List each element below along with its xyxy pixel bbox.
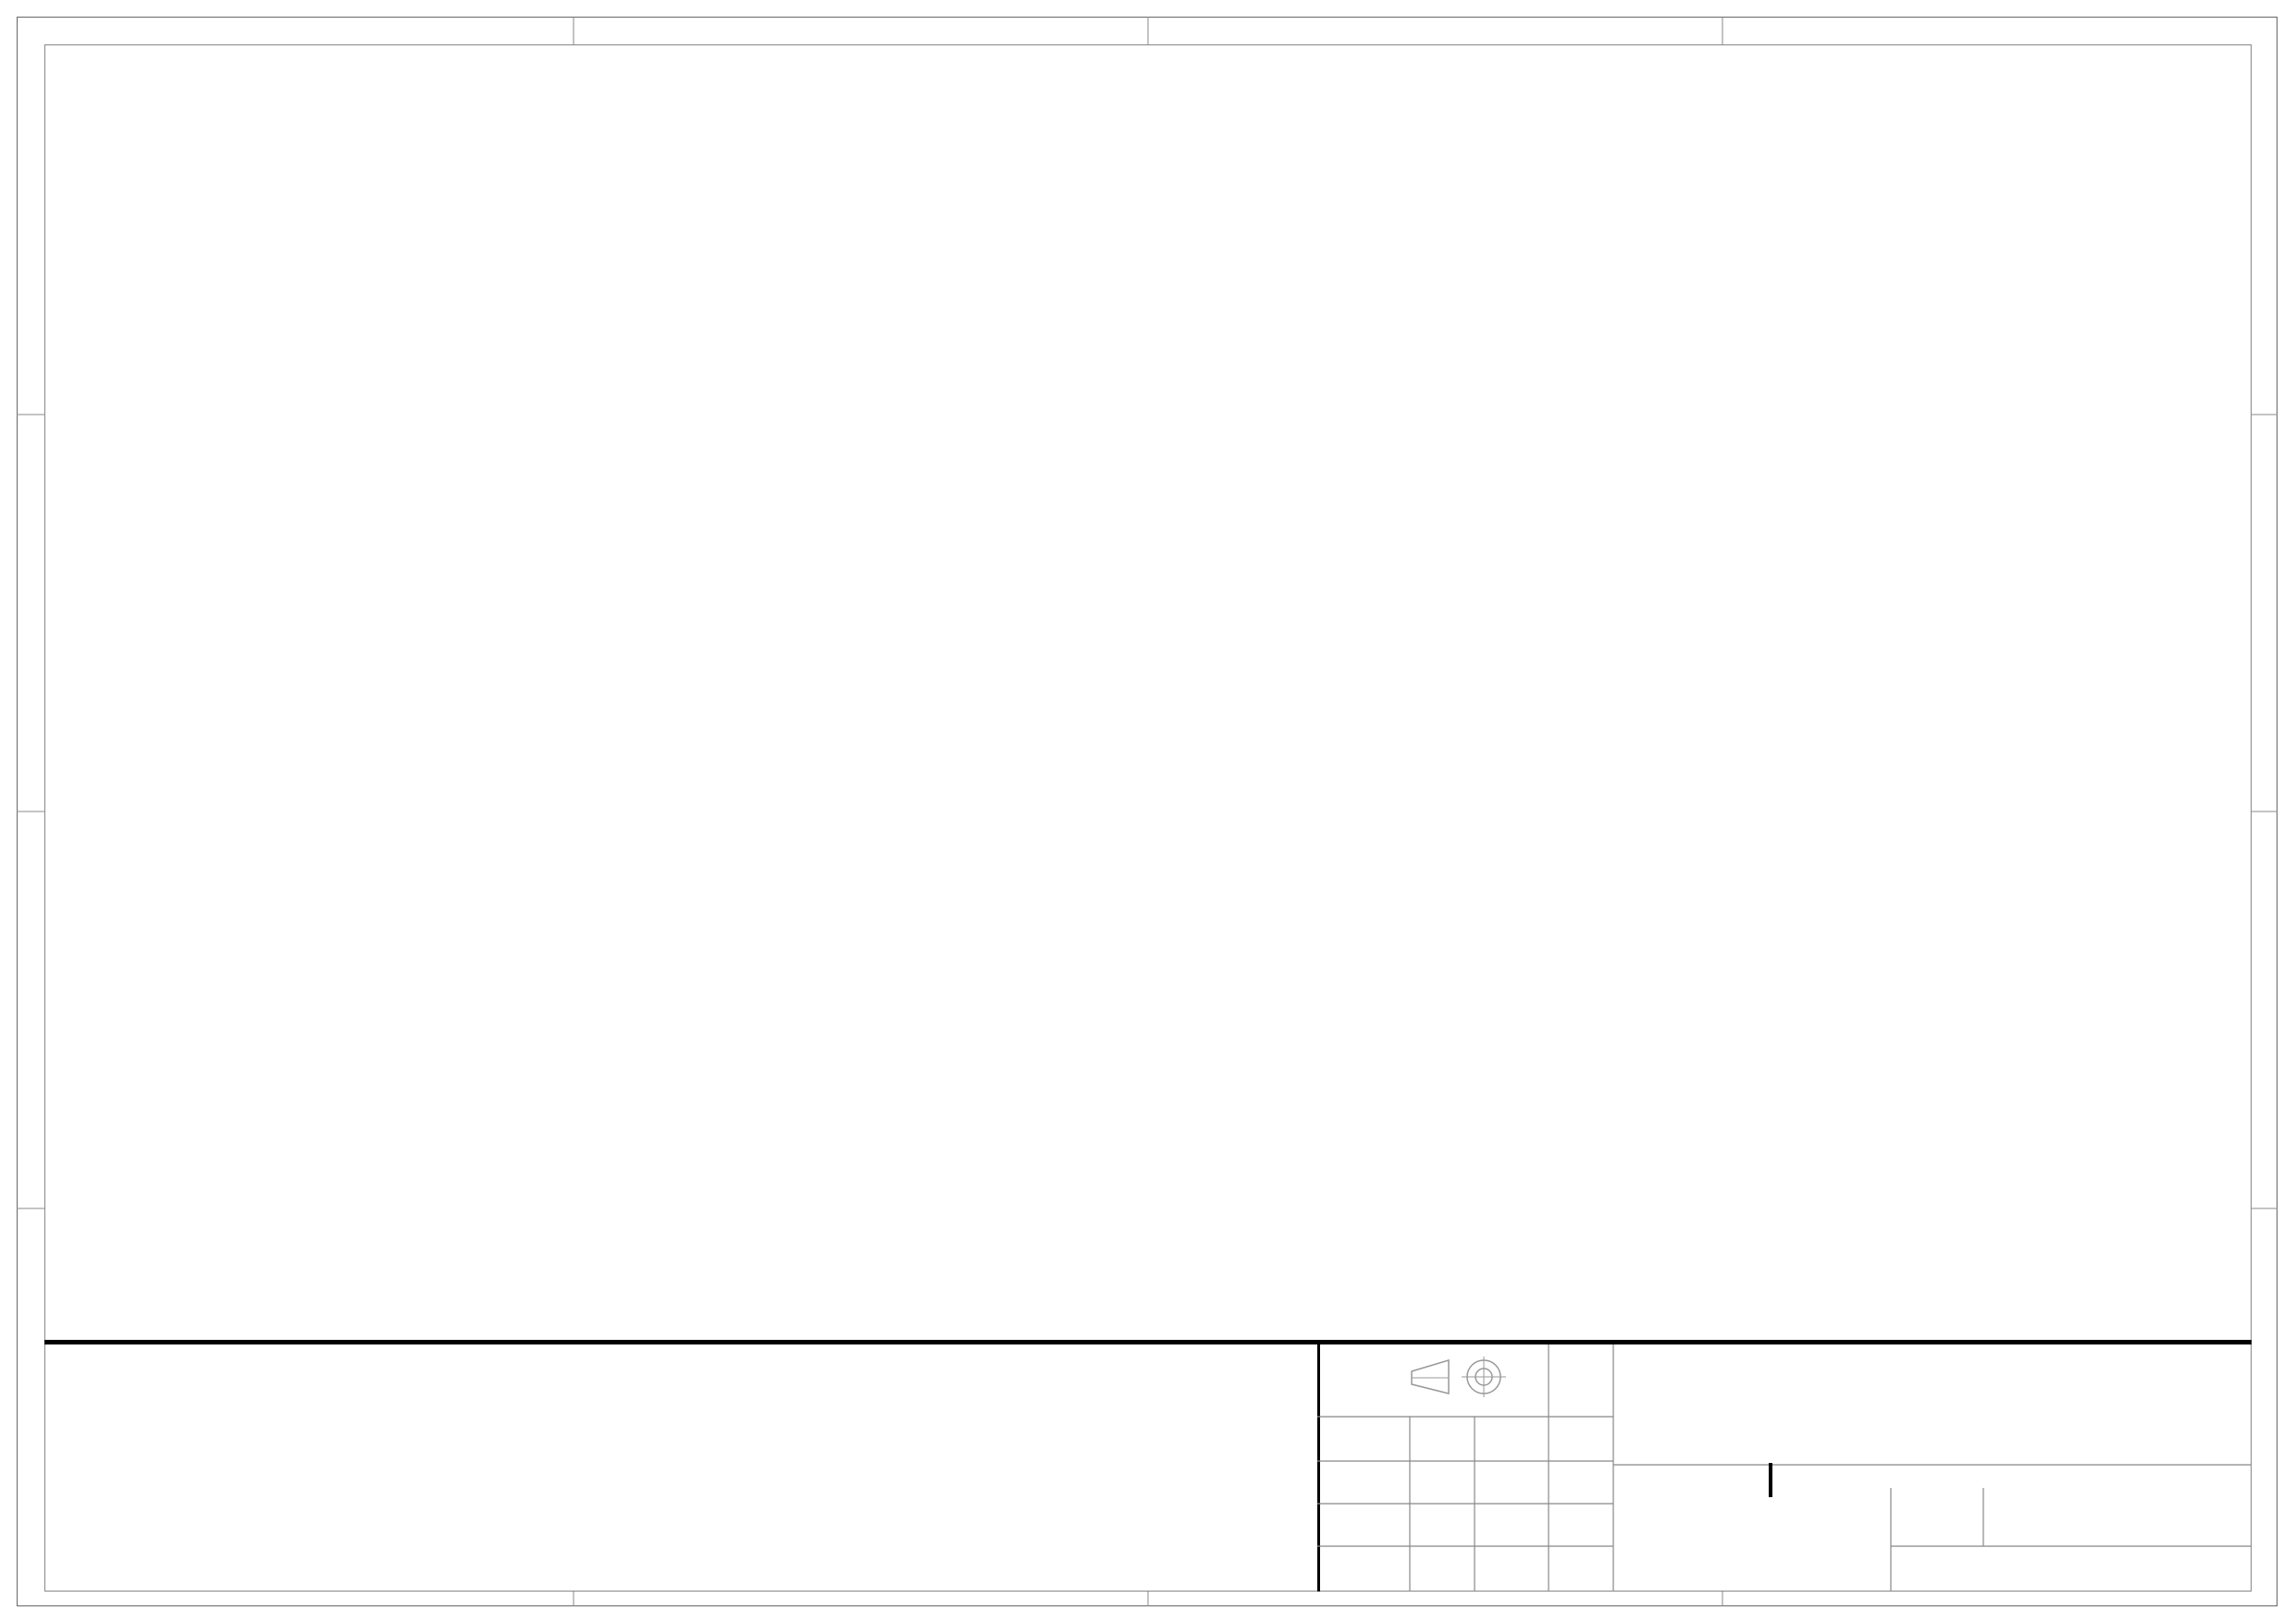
tolerance-table [44,1344,1317,1592]
title-block-lines [1317,1344,2252,1592]
tolerance-title [44,1344,1317,1424]
